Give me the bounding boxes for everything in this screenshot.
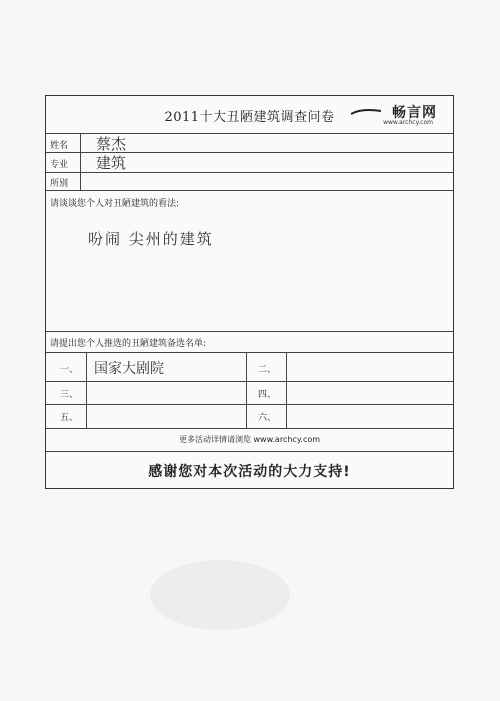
row-divider xyxy=(46,428,453,429)
nomination-field-1[interactable]: 国家大剧院 xyxy=(94,361,164,377)
logo-name: 畅言网 xyxy=(392,105,437,121)
name-label: 姓名 xyxy=(50,141,69,151)
row-divider xyxy=(46,404,453,405)
scan-smudge xyxy=(150,560,290,630)
opinion-answer[interactable]: 吩闹 尖州的建筑 xyxy=(88,230,214,248)
row-divider xyxy=(46,381,453,382)
footer-link[interactable]: 更多活动详情请浏览 www.archcy.com xyxy=(178,435,321,444)
opinion-prompt: 请谈谈您个人对丑陋建筑的看法: xyxy=(50,199,180,209)
row-divider xyxy=(46,190,453,191)
nomination-label-1: 一、 xyxy=(60,365,79,375)
nomination-label-5: 五、 xyxy=(60,413,79,423)
row-divider xyxy=(46,451,453,452)
nomination-label-2: 二、 xyxy=(258,365,277,375)
thanks-message: 感谢您对本次活动的大力支持! xyxy=(148,464,351,480)
column-divider xyxy=(86,352,87,428)
logo-url: www.archcy.com xyxy=(383,119,433,126)
name-field[interactable]: 蔡杰 xyxy=(96,135,127,153)
major-field[interactable]: 建筑 xyxy=(96,154,127,172)
major-label: 专业 xyxy=(50,160,69,170)
nominations-prompt: 请提出您个人推选的丑陋建筑备选名单: xyxy=(50,339,207,349)
column-divider xyxy=(246,352,247,428)
column-divider xyxy=(286,352,287,428)
row-divider xyxy=(46,331,453,332)
nomination-label-3: 三、 xyxy=(60,390,79,400)
nomination-label-6: 六、 xyxy=(258,413,277,423)
school-label: 所别 xyxy=(50,179,69,189)
nomination-label-4: 四、 xyxy=(258,390,277,400)
row-divider xyxy=(46,352,453,353)
form-title: 2011十大丑陋建筑调查问卷 xyxy=(164,110,335,125)
site-logo xyxy=(351,102,441,128)
survey-form xyxy=(45,95,454,489)
column-divider xyxy=(80,133,81,190)
logo-swoosh-icon xyxy=(351,108,381,116)
